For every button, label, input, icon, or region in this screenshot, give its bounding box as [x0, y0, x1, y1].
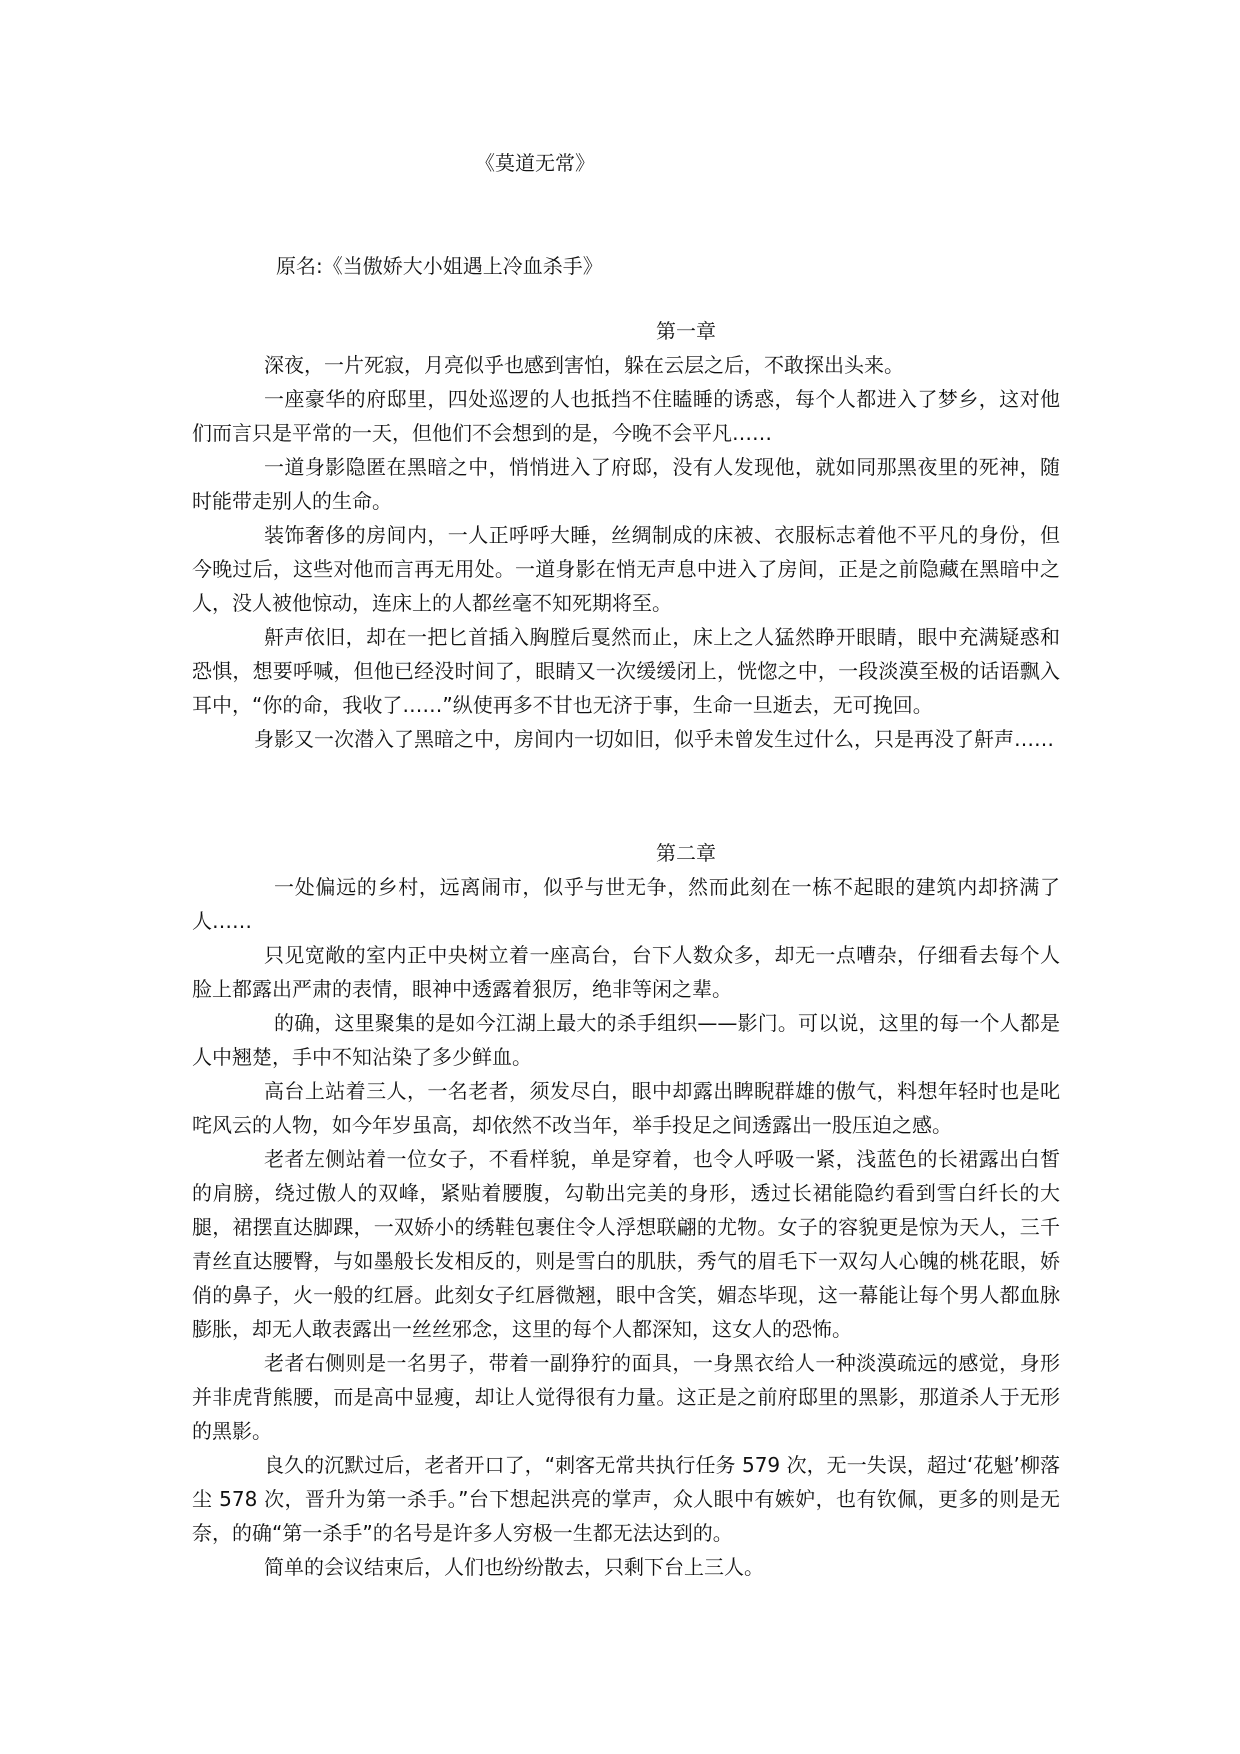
- paragraph: 一座豪华的府邸里，四处巡逻的人也抵挡不住瞌睡的诱惑，每个人都进入了梦乡，这对他们而言只是平常的一天，但他们不会想到的是，今晚不会平凡……: [192, 387, 1060, 445]
- chapter-heading: 第一章: [656, 319, 716, 343]
- paragraph: 一道身影隐匿在黑暗之中，悄悄进入了府邸，没有人发现他，就如同那黑夜里的死神，随时能带走别人的生命。: [192, 455, 1060, 513]
- paragraph: 装饰奢侈的房间内，一人正呼呼大睡，丝绸制成的床被、衣服标志着他不平凡的身份，但今晚过后，这些对他而言再无用处。一道身影在悄无声息中进入了房间，正是之前隐藏在黑暗中之人，没人被他惊动，连床上的人都丝毫不知死期将至。: [192, 523, 1060, 615]
- original-name-line: 原名:《当傲娇大小姐遇上冷血杀手》: [276, 254, 603, 278]
- paragraph: 老者左侧站着一位女子，不看样貌，单是穿着，也令人呼吸一紧，浅蓝色的长裙露出白皙的肩膀，绕过傲人的双峰，紧贴着腰腹，勾勒出完美的身形，透过长裙能隐约看到雪白纤长的大腿，裙摆直达脚踝，一双娇小的绣鞋包裹住令人浮想联翩的尤物。女子的容貌更是惊为天人，三千青丝直达腰臀，与如墨般长发相反的，则是雪白的肌肤，秀气的眉毛下一双勾人心魄的桃花眼，娇俏的鼻子，火一般的红唇。此刻女子红唇微翘，眼中含笑，媚态毕现，这一幕能让每个男人都血脉膨胀，却无人敢表露出一丝丝邪念，这里的每个人都深知，这女人的恐怖。: [192, 1147, 1060, 1341]
- paragraph: 高台上站着三人，一名老者，须发尽白，眼中却露出睥睨群雄的傲气，料想年轻时也是叱咤风云的人物，如今年岁虽高，却依然不改当年，举手投足之间透露出一股压迫之感。: [192, 1079, 1060, 1137]
- paragraph: 老者右侧则是一名男子，带着一副狰狞的面具，一身黑衣给人一种淡漠疏远的感觉，身形并非虎背熊腰，而是高中显瘦，却让人觉得很有力量。这正是之前府邸里的黑影，那道杀人于无形的黑影。: [192, 1351, 1060, 1443]
- document-title: 《莫道无常》: [475, 151, 595, 175]
- paragraph: 深夜，一片死寂，月亮似乎也感到害怕，躲在云层之后，不敢探出头来。: [264, 353, 904, 377]
- chapter-one: [192, 314, 1060, 756]
- paragraph: 简单的会议结束后，人们也纷纷散去，只剩下台上三人。: [264, 1555, 764, 1579]
- paragraph: 鼾声依旧，却在一把匕首插入胸膛后戛然而止，床上之人猛然睁开眼睛，眼中充满疑惑和恐惧，想要呼喊，但他已经没时间了，眼睛又一次缓缓闭上，恍惚之中，一段淡漠至极的话语飘入耳中，“你的命，我收了……”纵使再多不甘也无济于事，生命一旦逝去，无可挽回。: [192, 625, 1060, 717]
- chapter-two: [192, 836, 1060, 1584]
- paragraph: 一处偏远的乡村，远离闹市，似乎与世无争，然而此刻在一栋不起眼的建筑内却挤满了人……: [192, 875, 1060, 933]
- chapter-heading: 第二章: [656, 841, 716, 865]
- paragraph: 只见宽敞的室内正中央树立着一座高台，台下人数众多，却无一点嘈杂，仔细看去每个人脸上都露出严肃的表情，眼神中透露着狠厉，绝非等闲之辈。: [192, 943, 1060, 1001]
- paragraph: 的确，这里聚集的是如今江湖上最大的杀手组织——影门。可以说，这里的每一个人都是人中翘楚，手中不知沾染了多少鲜血。: [192, 1011, 1060, 1069]
- paragraph: 良久的沉默过后，老者开口了，“刺客无常共执行任务 579 次，无一失误，超过‘花魁’柳落尘 578 次，晋升为第一杀手。”台下想起洪亮的掌声，众人眼中有嫉妒，也有钦佩，更多的则是无奈，的确“第一杀手”的名号是许多人穷极一生都无法达到的。: [192, 1453, 1060, 1545]
- paragraph: 身影又一次潜入了黑暗之中，房间内一切如旧，似乎未曾发生过什么，只是再没了鼾声……: [254, 727, 1054, 751]
